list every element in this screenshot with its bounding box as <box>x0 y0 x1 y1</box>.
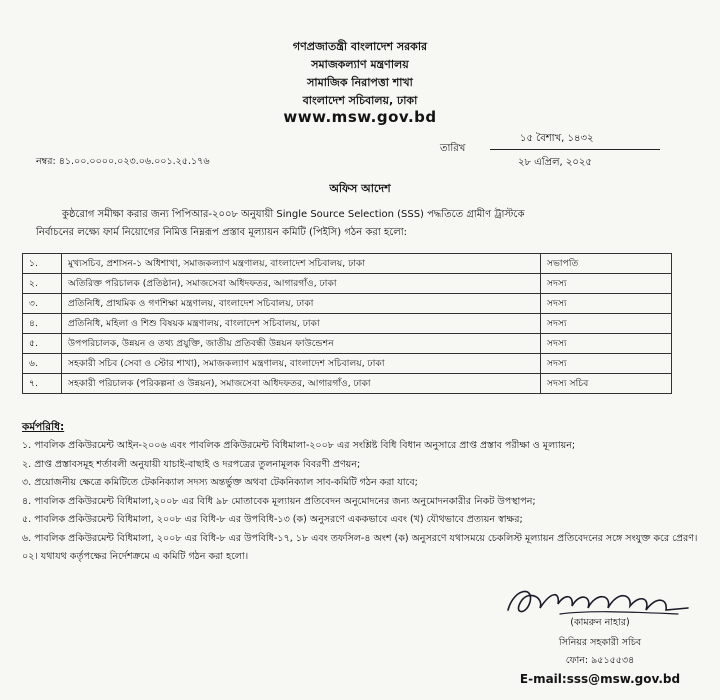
date-label: তারিখ <box>440 143 466 154</box>
date-divider <box>490 149 660 150</box>
member-cell: প্রতিনিধি, প্রাথমিক ও গণশিক্ষা মন্ত্রণালয়, বাংলাদেশ সচিবালয়, ঢাকা <box>62 294 541 314</box>
ministry-heading: সমাজকল্যাণ মন্ত্রণালয় <box>311 58 409 71</box>
table-row <box>23 274 672 294</box>
member-cell: মুখ্যসচিব, প্রশাসন-১ অধিশাখা, সমাজকল্যাণ মন্ত্রণালয়, বাংলাদেশ সচিবালয়, ঢাকা <box>62 254 541 274</box>
signatory-phone: ফোন: ৯৫১৫৫৩৪ <box>565 655 635 666</box>
date-english: ২৮ এপ্রিল, ২০২৫ <box>518 157 592 168</box>
role-cell: সদস্য <box>541 314 672 334</box>
intro-line-1: কুষ্ঠরোগ সমীক্ষা করার জন্য পিপিআর-২০০৮ অনুযায়ী Single Source Selection (SSS) পদ্ধতিতে গ্রামীণ ট্রাস্টকে <box>62 209 525 220</box>
serial-cell: ১. <box>23 254 62 274</box>
table-row <box>23 374 672 394</box>
serial-cell: ৩. <box>23 294 62 314</box>
serial-cell: ৫. <box>23 334 62 354</box>
signatory-email[interactable]: E-mail:sss@msw.gov.bd <box>519 672 681 686</box>
intro-line-2: নির্বাচনের লক্ষ্যে ফার্ম নিয়োগের নিমিত্ত নিম্নরূপ প্রস্তাব মূল্যায়ন কমিটি (পিইসি) গঠন করা হলো: <box>36 227 407 238</box>
government-heading: গণপ্রজাতন্ত্রী বাংলাদেশ সরকার <box>292 40 428 53</box>
terms-of-reference-list <box>22 438 698 568</box>
serial-cell: ৪. <box>23 314 62 334</box>
role-cell: সদস্য <box>541 334 672 354</box>
member-cell: অতিরিক্ত পরিচালক (প্রতিষ্ঠান), সমাজসেবা অধিদফতর, আগারগাঁও, ঢাকা <box>62 274 541 294</box>
serial-cell: ৬. <box>23 354 62 374</box>
signatory-name: (কামরুন নাহার) <box>570 617 630 628</box>
table-row <box>23 314 672 334</box>
date-bangla: ১৫ বৈশাখ, ১৪৩২ <box>520 133 594 144</box>
role-cell: সদস্য <box>541 354 672 374</box>
list-item: ২. প্রাপ্ত প্রস্তাবসমূহ শর্তাবলী অনুযায়ী যাচাই-বাছাই ও দরপত্রের তুলনামূলক বিবরণী প্রণয়ন; <box>22 458 361 470</box>
committee-table <box>22 253 672 394</box>
section-heading: সামাজিক নিরাপত্তা শাখা <box>307 76 413 89</box>
role-cell: সদস্য <box>541 294 672 314</box>
list-item: ৫. পাবলিক প্রকিউরমেন্ট বিধিমালা, ২০০৮ এর বিধি-৮ এর উপবিধি-১৩ (ক) অনুসরণে এককভাবে এবং (খ) যৌথভাবে প্রত্যয়ন স্বাক্ষর; <box>22 514 523 525</box>
table-row <box>23 254 672 274</box>
member-cell: প্রতিনিধি, মহিলা ও শিশু বিষয়ক মন্ত্রণালয়, বাংলাদেশ সচিবালয়, ঢাকা <box>62 314 541 334</box>
terms-of-reference-title: কর্মপরিধি: <box>22 421 65 433</box>
signatory-designation: সিনিয়র সহকারী সচিব <box>558 637 642 648</box>
table-row <box>23 294 672 314</box>
list-item: ৩. প্রয়োজনীয় ক্ষেত্রে কমিটিতে টেকনিক্যাল সদস্য অন্তর্ভুক্ত অথবা টেকনিক্যাল সাব-কমিটি গঠন করা যাবে; <box>22 477 418 488</box>
list-item: ৬. পাবলিক প্রকিউরমেন্ট বিধিমালা, ২০০৮ এর বিধি-৮ এর উপবিধি-১৭, ১৮ এবং তফসিল-৪ অংশ (ক) অনুসরণে যথাসময়ে চেকলিস্ট মূল্যায়ন প্রতিবেদনের সঙ্গে সংযুক্ত করে প্রেরণ। <box>22 532 698 544</box>
role-cell: সদস্য সচিব <box>541 374 672 394</box>
list-item: ১. পাবলিক প্রকিউরমেন্ট আইন-২০০৬ এবং পাবলিক প্রকিউরমেন্ট বিধিমালা-২০০৮ এর সংশ্লিষ্ট বিধি বিধান অনুসারে প্রাপ্ত প্রস্তাব পরীক্ষা ও মূল্যায়ন; <box>22 440 576 451</box>
member-cell: উপপরিচালক, উন্নয়ন ও তথ্য প্রযুক্তি, জাতীয় প্রতিবন্ধী উন্নয়ন ফাউন্ডেশন <box>62 334 541 354</box>
serial-cell: ৭. <box>23 374 62 394</box>
office-order-title: অফিস আদেশ <box>329 182 391 195</box>
role-cell: সভাপতি <box>541 254 672 274</box>
list-item: ৪. পাবলিক প্রকিউরমেন্ট বিধিমালা,২০০৮ এর বিধি ৯৮ মোতাবেক মূল্যায়ন প্রতিবেদন অনুমোদনের জন্য অনুমোদনকারীর নিকট উপস্থাপন; <box>22 495 536 507</box>
table-row <box>23 334 672 354</box>
memo-number: নম্বর: ৪১.০০.০০০০.০২৩.০৬.০০১.২৫.১৭৬ <box>36 156 210 167</box>
intro-paragraph <box>36 206 696 242</box>
website-link[interactable]: www.msw.gov.bd <box>283 108 437 126</box>
list-item: ০২। যথাযথ কর্তৃপক্ষের নির্দেশক্রমে এ কমিটি গঠন করা হলো। <box>22 551 249 562</box>
serial-cell: ২. <box>23 274 62 294</box>
date-block <box>440 125 680 171</box>
table-row <box>23 354 672 374</box>
role-cell: সদস্য <box>541 274 672 294</box>
member-cell: সহকারী সচিব (সেবা ও স্টোর শাখা), সমাজকল্যাণ মন্ত্রণালয়, বাংলাদেশ সচিবালয়, ঢাকা <box>62 354 541 374</box>
member-cell: সহকারী পরিচালক (পরিকল্পনা ও উন্নয়ন), সমাজসেবা অধিদফতর, আগারগাঁও, ঢাকা <box>62 374 541 394</box>
secretariat-heading: বাংলাদেশ সচিবালয়, ঢাকা <box>302 94 418 107</box>
